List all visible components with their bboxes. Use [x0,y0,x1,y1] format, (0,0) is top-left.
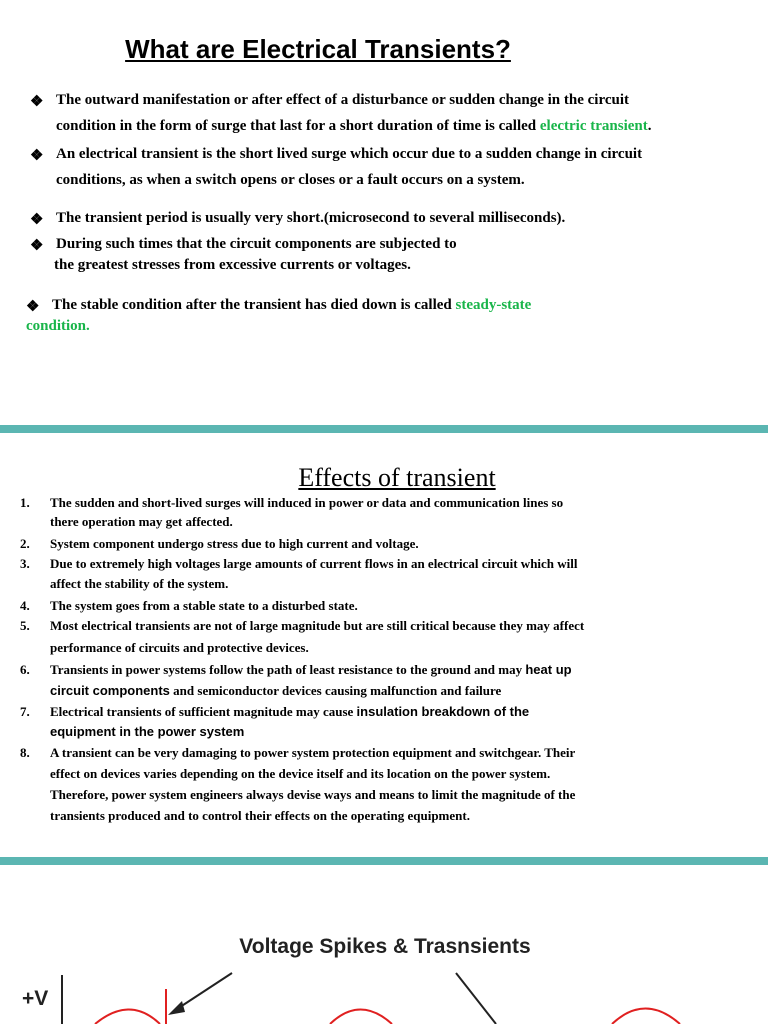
sine-wave-segment [330,1010,392,1024]
highlight-term: steady-state [455,297,532,313]
bullet-text: The stable condition after the transient has died down is called steady-state [52,297,532,313]
item-number: 4. [20,598,30,613]
item-text: The system goes from a stable state to a disturbed state. [50,598,358,613]
diamond-bullet-icon: ❖ [30,212,44,228]
diamond-bullet-icon: ❖ [30,238,44,254]
pointer-arrow [456,973,496,1024]
slide-divider [0,425,768,433]
item-text: System component undergo stress due to high current and voltage. [50,536,419,551]
item-text: circuit components and semiconductor devices causing malfunction and failure [50,683,502,698]
item-text: affect the stability of the system. [50,576,229,591]
sine-wave-segment [612,1009,680,1024]
item-text: A transient can be very damaging to power system protection equipment and switchgear. Their [50,745,576,760]
bullet-text: The outward manifestation or after effect of a disturbance or sudden change in the circuit [56,92,630,108]
slide-title: Effects of transient [298,463,496,492]
item-text: The sudden and short-lived surges will induced in power or data and communication lines so [50,495,564,510]
slide-what-are-transients [0,0,768,425]
item-number: 2. [20,536,30,551]
item-number: 7. [20,704,30,719]
item-number: 5. [20,618,30,633]
item-number: 8. [20,745,30,760]
item-text: Transients in power systems follow the path of least resistance to the ground and may heat up [50,662,572,677]
bullet-text: An electrical transient is the short lived surge which occur due to a sudden change in circuit [56,146,643,162]
slide-voltage-spikes [0,865,768,1024]
bullet-text: the greatest stresses from excessive currents or voltages. [54,257,411,273]
diamond-bullet-icon: ❖ [26,299,40,315]
item-text: performance of circuits and protective devices. [50,640,309,655]
diamond-bullet-icon: ❖ [30,148,44,164]
item-text: there operation may get affected. [50,514,233,529]
item-text: effect on devices varies depending on the device itself and its location on the power system. [50,766,551,781]
voltage-label: +V [22,987,49,1010]
arrow-head-icon [168,1001,185,1015]
item-text: transients produced and to control their effects on the operating equipment. [50,808,470,823]
item-number: 1. [20,495,30,510]
highlight-term: condition. [26,318,90,334]
bullet-text: The transient period is usually very short.(microsecond to several milliseconds). [56,210,566,226]
item-text: Therefore, power system engineers always devise ways and means to limit the magnitude of the [50,787,576,802]
item-text: Electrical transients of sufficient magnitude may cause insulation breakdown of the [50,704,530,719]
bullet-text: condition in the form of surge that last for a short duration of time is called electric transient. [56,118,652,134]
highlight-term: electric transient [539,118,648,134]
item-text: equipment in the power system [50,724,245,739]
slide-effects-of-transient [0,433,768,857]
sine-wave-segment [95,1010,160,1024]
slide-divider [0,857,768,865]
bullet-text: conditions, as when a switch opens or closes or a fault occurs on a system. [56,172,525,188]
diagram-title: Voltage Spikes & Trasnsients [239,935,531,958]
item-text: Due to extremely high voltages large amounts of current flows in an electrical circuit which will [50,556,578,571]
item-text: Most electrical transients are not of large magnitude but are still critical because they may affect [50,618,585,633]
item-number: 3. [20,556,30,571]
item-number: 6. [20,662,30,677]
diamond-bullet-icon: ❖ [30,94,44,110]
slide-title: What are Electrical Transients? [125,34,511,64]
bullet-text: During such times that the circuit components are subjected to [56,236,457,252]
